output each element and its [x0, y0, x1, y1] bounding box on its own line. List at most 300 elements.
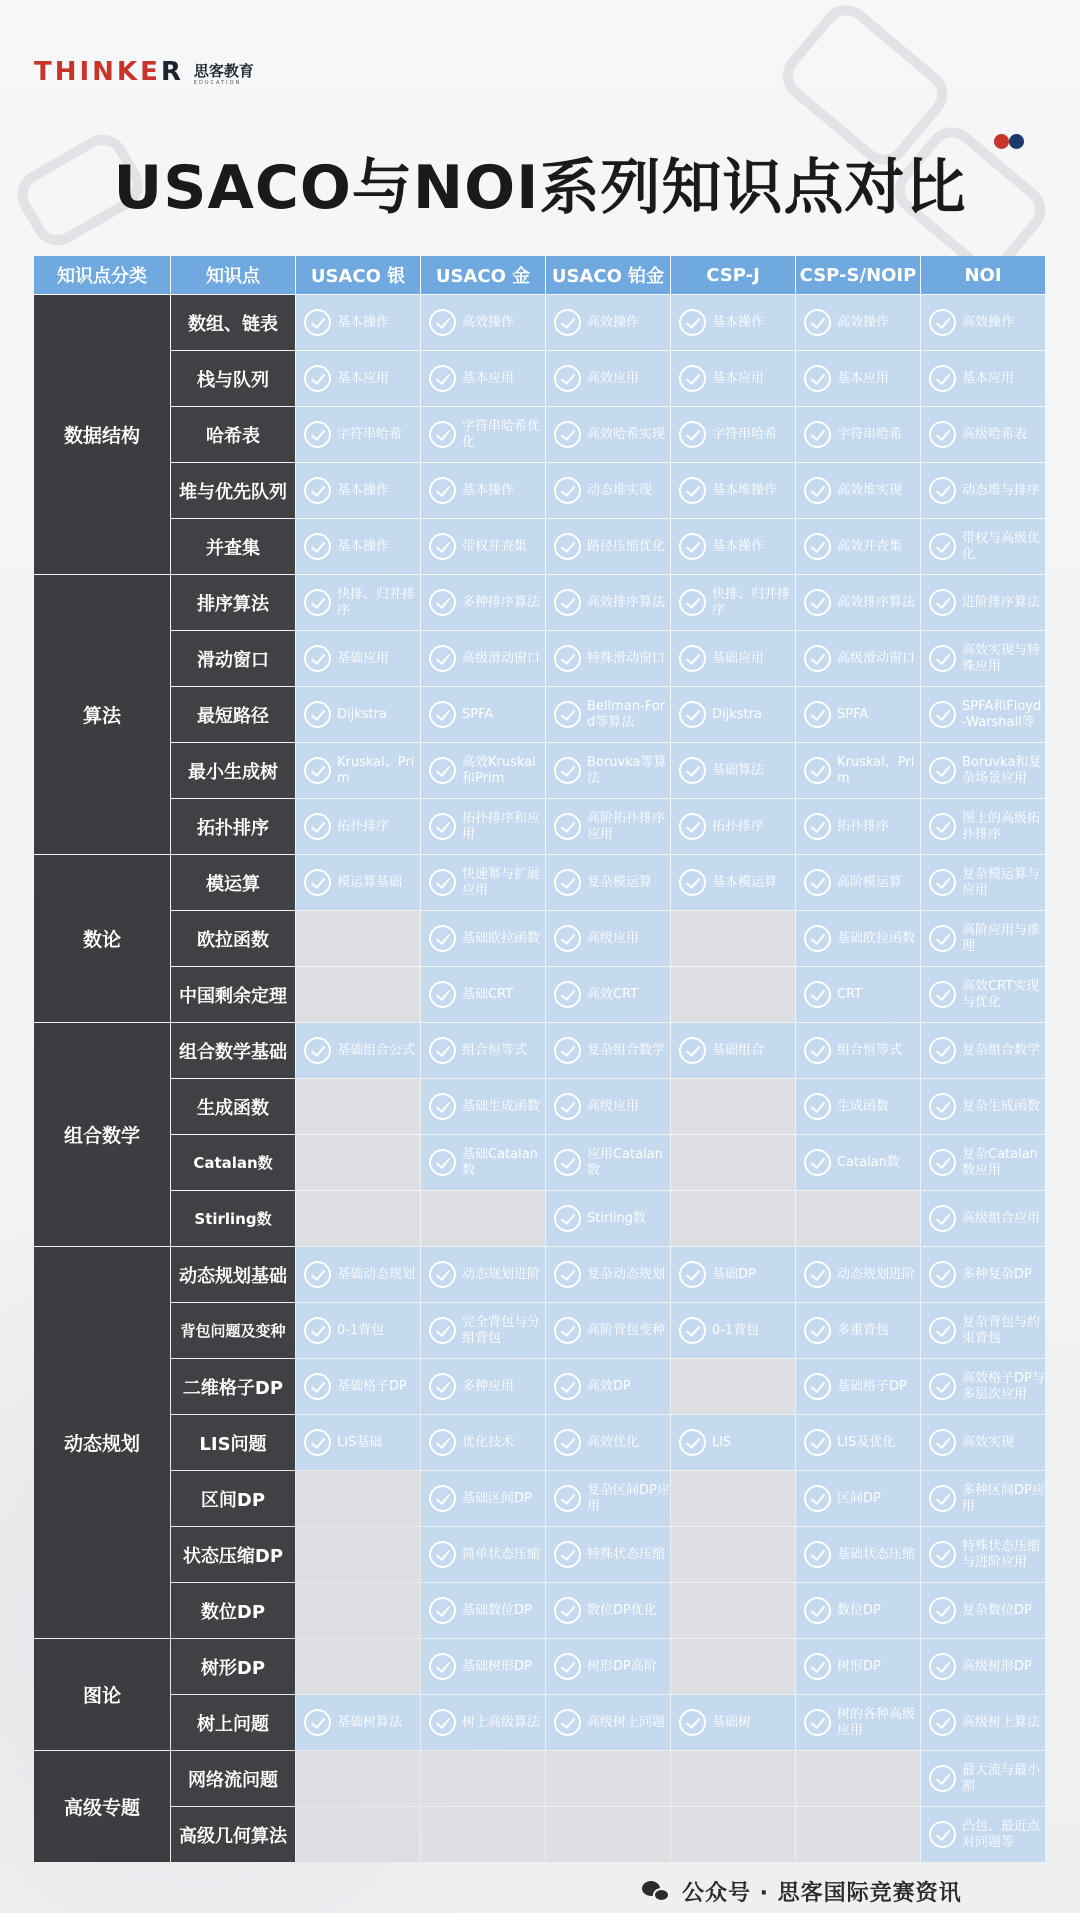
table-cell	[546, 1023, 670, 1078]
check-circle-icon	[554, 925, 581, 952]
empty-cell	[671, 1079, 795, 1134]
table-cell	[796, 1583, 920, 1638]
topic-cell: 中国剩余定理	[171, 967, 295, 1022]
cell-text: Stirling数	[587, 1210, 647, 1226]
topic-cell: 并查集	[171, 519, 295, 574]
table-cell	[921, 1695, 1045, 1750]
cell-text: 高阶拓扑排序应用	[587, 810, 666, 842]
check-circle-icon	[304, 1037, 331, 1064]
table-cell	[421, 463, 545, 518]
check-circle-icon	[929, 1037, 956, 1064]
cell-text: 组合恒等式	[837, 1042, 903, 1058]
check-circle-icon	[804, 309, 831, 336]
table-cell	[921, 463, 1045, 518]
cell-text: 树形DP	[837, 1658, 881, 1674]
topic-cell: 组合数学基础	[171, 1023, 295, 1078]
cell-text: 动态规划进阶	[462, 1266, 541, 1282]
check-circle-icon	[929, 1765, 956, 1792]
cell-text: 多种排序算法	[462, 594, 541, 610]
check-circle-icon	[429, 1317, 456, 1344]
check-circle-icon	[304, 365, 331, 392]
table-cell	[796, 407, 920, 462]
empty-cell	[796, 1191, 920, 1246]
check-circle-icon	[304, 1317, 331, 1344]
topic-cell: 堆与优先队列	[171, 463, 295, 518]
empty-cell	[671, 1191, 795, 1246]
cell-text: 高效操作	[837, 314, 890, 330]
check-circle-icon	[804, 1709, 831, 1736]
check-circle-icon	[929, 1205, 956, 1232]
table-cell	[796, 1079, 920, 1134]
check-circle-icon	[429, 1261, 456, 1288]
table-cell	[796, 1023, 920, 1078]
table-cell	[421, 575, 545, 630]
check-circle-icon	[554, 645, 581, 672]
empty-cell	[546, 1807, 670, 1862]
check-circle-icon	[679, 869, 706, 896]
table-cell	[796, 1359, 920, 1414]
check-circle-icon	[804, 1485, 831, 1512]
check-circle-icon	[304, 1429, 331, 1456]
cell-text: 0-1背包	[337, 1322, 385, 1338]
table-cell	[921, 1247, 1045, 1302]
check-circle-icon	[429, 925, 456, 952]
check-circle-icon	[304, 477, 331, 504]
table-header-cell: USACO 银	[296, 256, 420, 294]
table-cell	[921, 631, 1045, 686]
empty-cell	[296, 1639, 420, 1694]
table-cell	[421, 1247, 545, 1302]
topic-cell: 树形DP	[171, 1639, 295, 1694]
table-cell	[546, 575, 670, 630]
empty-cell	[671, 1751, 795, 1806]
table-cell	[546, 1639, 670, 1694]
table-cell	[796, 799, 920, 854]
empty-cell	[671, 1639, 795, 1694]
check-circle-icon	[804, 1429, 831, 1456]
check-circle-icon	[929, 1709, 956, 1736]
cell-text: 基础生成函数	[462, 1098, 541, 1114]
table-cell	[921, 967, 1045, 1022]
empty-cell	[296, 1191, 420, 1246]
cell-text: Kruskal、Prim	[337, 754, 415, 786]
check-circle-icon	[429, 701, 456, 728]
cell-text: 基础欧拉函数	[837, 930, 916, 946]
check-circle-icon	[554, 1429, 581, 1456]
cell-text: 高效CRT实现与优化	[962, 978, 1040, 1010]
check-circle-icon	[804, 981, 831, 1008]
footer	[642, 1876, 962, 1906]
check-circle-icon	[429, 533, 456, 560]
cell-text: 基本应用	[712, 370, 765, 386]
cell-text: 快排、归并排序	[337, 586, 416, 618]
table-cell	[296, 295, 420, 350]
cell-text: 基础状态压缩	[837, 1546, 916, 1562]
topic-cell: 排序算法	[171, 575, 295, 630]
cell-text: 高效实现与特殊应用	[962, 642, 1041, 674]
cell-text: 基本操作	[462, 482, 515, 498]
cell-text: 拓扑排序	[712, 818, 765, 834]
empty-cell	[296, 1135, 420, 1190]
check-circle-icon	[304, 309, 331, 336]
check-circle-icon	[929, 477, 956, 504]
check-circle-icon	[304, 589, 331, 616]
check-circle-icon	[429, 365, 456, 392]
table-cell	[671, 743, 795, 798]
cell-text: 复杂模运算与应用	[962, 866, 1041, 898]
cell-text: 高效格子DP与多层次应用	[962, 1370, 1045, 1402]
check-circle-icon	[804, 1541, 831, 1568]
cell-text: 高效排序算法	[837, 594, 916, 610]
table-cell	[796, 1639, 920, 1694]
table-cell	[796, 687, 920, 742]
table-cell	[921, 743, 1045, 798]
table-cell	[546, 743, 670, 798]
empty-cell	[671, 1583, 795, 1638]
check-circle-icon	[804, 1149, 831, 1176]
cell-text: 组合恒等式	[462, 1042, 528, 1058]
check-circle-icon	[304, 1709, 331, 1736]
table-cell	[671, 575, 795, 630]
check-circle-icon	[554, 365, 581, 392]
cell-text: 基本应用	[837, 370, 890, 386]
check-circle-icon	[804, 701, 831, 728]
table-cell	[921, 1807, 1045, 1862]
table-cell	[546, 1247, 670, 1302]
table-cell	[921, 295, 1045, 350]
table-cell	[421, 1079, 545, 1134]
cell-text: 基础Catalan数	[462, 1146, 538, 1178]
cell-text: 拓扑排序和应用	[462, 810, 541, 842]
cell-text: 多种区间DP应用	[962, 1482, 1045, 1514]
cell-text: 复杂动态规划	[587, 1266, 666, 1282]
check-circle-icon	[679, 589, 706, 616]
check-circle-icon	[804, 1037, 831, 1064]
check-circle-icon	[429, 1373, 456, 1400]
topic-cell: 模运算	[171, 855, 295, 910]
cell-text: 快排、归并排序	[712, 586, 791, 618]
check-circle-icon	[929, 925, 956, 952]
cell-text: 复杂组合数学	[962, 1042, 1041, 1058]
cell-text: 多种应用	[462, 1378, 515, 1394]
check-circle-icon	[929, 701, 956, 728]
check-circle-icon	[804, 1261, 831, 1288]
check-circle-icon	[429, 981, 456, 1008]
table-cell	[546, 911, 670, 966]
check-circle-icon	[929, 1429, 956, 1456]
cell-text: 基础数位DP	[462, 1602, 532, 1618]
check-circle-icon	[554, 589, 581, 616]
cell-text: 拓扑排序	[837, 818, 890, 834]
table-cell	[921, 351, 1045, 406]
table-cell	[421, 1303, 545, 1358]
cell-text: 拓扑排序	[337, 818, 390, 834]
category-cell: 算法	[34, 575, 170, 854]
cell-text: 基础应用	[712, 650, 765, 666]
check-circle-icon	[429, 477, 456, 504]
table-cell	[921, 1079, 1045, 1134]
check-circle-icon	[554, 869, 581, 896]
cell-text: 应用Catalan数	[587, 1146, 663, 1178]
table-cell	[546, 1695, 670, 1750]
cell-text: 带权并查集	[462, 538, 528, 554]
check-circle-icon	[929, 645, 956, 672]
cell-text: 基本应用	[962, 370, 1015, 386]
topic-cell: 状态压缩DP	[171, 1527, 295, 1582]
cell-text: CRT	[837, 986, 863, 1002]
logo-wordmark-part: R	[160, 57, 184, 87]
table-cell	[921, 855, 1045, 910]
table-cell	[671, 295, 795, 350]
cell-text: 高级树形DP	[962, 1658, 1032, 1674]
table-cell	[671, 1247, 795, 1302]
cell-text: 基础应用	[337, 650, 390, 666]
cell-text: 高效操作	[587, 314, 640, 330]
cell-text: 基本堆操作	[712, 482, 778, 498]
topic-cell: 背包问题及变种	[171, 1303, 295, 1358]
cell-text: 基础区间DP	[462, 1490, 532, 1506]
page-title: USACO与NOI系列知识点对比	[113, 153, 967, 223]
table-cell	[421, 631, 545, 686]
table-cell	[921, 911, 1045, 966]
check-circle-icon	[429, 645, 456, 672]
table-cell	[921, 687, 1045, 742]
cell-text: 树形DP高阶	[587, 1658, 657, 1674]
check-circle-icon	[429, 1485, 456, 1512]
logo-en-text: EDUCATION	[193, 80, 242, 86]
table-header-cell: USACO 金	[421, 256, 545, 294]
table-cell	[421, 351, 545, 406]
cell-text: 特殊状态压缩	[587, 1546, 666, 1562]
table-cell	[921, 1023, 1045, 1078]
cell-text: Dijkstra	[712, 706, 762, 722]
check-circle-icon	[804, 1597, 831, 1624]
table-cell	[796, 351, 920, 406]
table-header-cell: CSP-J	[671, 256, 795, 294]
cell-text: LIS及优化	[837, 1434, 896, 1450]
empty-cell	[671, 967, 795, 1022]
cell-text: 高级哈希表	[962, 426, 1028, 442]
cell-text: 高级应用	[587, 930, 640, 946]
cell-text: 复杂Catalan数应用	[962, 1146, 1038, 1178]
table-cell	[796, 1247, 920, 1302]
check-circle-icon	[679, 309, 706, 336]
table-cell	[546, 631, 670, 686]
table-cell	[421, 967, 545, 1022]
cell-text: 复杂模运算	[587, 874, 653, 890]
table-cell	[796, 1527, 920, 1582]
check-circle-icon	[929, 981, 956, 1008]
cell-text: 高级滑动窗口	[462, 650, 541, 666]
category-cell: 动态规划	[34, 1247, 170, 1638]
table-cell	[796, 1415, 920, 1470]
cell-text: 树上高级算法	[462, 1714, 541, 1730]
topic-cell: 生成函数	[171, 1079, 295, 1134]
check-circle-icon	[929, 1597, 956, 1624]
cell-text: 基础组合公式	[337, 1042, 416, 1058]
cell-text: 基础树算法	[337, 1714, 403, 1730]
table-header-cell: USACO 铂金	[546, 256, 670, 294]
check-circle-icon	[929, 589, 956, 616]
cell-text: 高阶背包变种	[587, 1322, 666, 1338]
cell-text: 生成函数	[837, 1098, 890, 1114]
table-cell	[296, 1247, 420, 1302]
cell-text: 高级组合应用	[962, 1210, 1041, 1226]
empty-cell	[671, 911, 795, 966]
brand-logo	[34, 56, 254, 86]
category-cell: 高级专题	[34, 1751, 170, 1862]
table-cell	[296, 687, 420, 742]
table-cell	[796, 855, 920, 910]
cell-text: 高效并查集	[837, 538, 903, 554]
table-cell	[921, 1751, 1045, 1806]
check-circle-icon	[554, 701, 581, 728]
table-cell	[421, 799, 545, 854]
check-circle-icon	[804, 421, 831, 448]
cell-text: 高效排序算法	[587, 594, 666, 610]
cell-text: 图上的高级拓扑排序	[962, 810, 1041, 842]
check-circle-icon	[304, 813, 331, 840]
table-cell	[421, 407, 545, 462]
topic-cell: 高级几何算法	[171, 1807, 295, 1862]
table-cell	[796, 519, 920, 574]
check-circle-icon	[554, 1149, 581, 1176]
table-cell	[921, 1527, 1045, 1582]
check-circle-icon	[929, 813, 956, 840]
table-cell	[421, 295, 545, 350]
cell-text: 高级树上问题	[587, 1714, 666, 1730]
table-cell	[421, 1639, 545, 1694]
table-cell	[296, 743, 420, 798]
topic-cell: Stirling数	[171, 1191, 295, 1246]
check-circle-icon	[429, 813, 456, 840]
wechat-icon	[642, 1879, 672, 1903]
check-circle-icon	[429, 1429, 456, 1456]
check-circle-icon	[679, 1037, 706, 1064]
empty-cell	[671, 1135, 795, 1190]
topic-cell: 最短路径	[171, 687, 295, 742]
empty-cell	[296, 1471, 420, 1526]
check-circle-icon	[929, 309, 956, 336]
table-cell	[921, 799, 1045, 854]
cell-text: 特殊状态压缩与进阶应用	[962, 1538, 1041, 1570]
empty-cell	[546, 1751, 670, 1806]
cell-text: 复杂生成函数	[962, 1098, 1041, 1114]
footer-text: 公众号 · 思客国际竞赛资讯	[682, 1880, 962, 1906]
check-circle-icon	[929, 1541, 956, 1568]
table-cell	[421, 743, 545, 798]
empty-cell	[671, 1807, 795, 1862]
cell-text: 进阶排序算法	[962, 594, 1041, 610]
table-cell	[796, 1303, 920, 1358]
check-circle-icon	[429, 869, 456, 896]
check-circle-icon	[929, 757, 956, 784]
topic-cell: 二维格子DP	[171, 1359, 295, 1414]
cell-text: 数位DP优化	[587, 1602, 657, 1618]
table-cell	[546, 967, 670, 1022]
cell-text: 基本操作	[712, 538, 765, 554]
check-circle-icon	[554, 1709, 581, 1736]
cell-text: 字符串哈希	[337, 426, 403, 442]
cell-text: 动态堆与排序	[962, 482, 1041, 498]
check-circle-icon	[429, 757, 456, 784]
check-circle-icon	[679, 701, 706, 728]
cell-text: 高阶应用与推理	[962, 922, 1041, 954]
table-cell	[921, 1471, 1045, 1526]
check-circle-icon	[554, 1205, 581, 1232]
cell-text: 复杂数位DP	[962, 1602, 1032, 1618]
empty-cell	[296, 1807, 420, 1862]
table-cell	[921, 1191, 1045, 1246]
cell-text: 0-1背包	[712, 1322, 760, 1338]
cell-text: 高级树上算法	[962, 1714, 1041, 1730]
empty-cell	[296, 1527, 420, 1582]
cell-text: 复杂区间DP应用	[587, 1482, 670, 1514]
check-circle-icon	[304, 869, 331, 896]
cell-text: 字符串哈希	[712, 426, 778, 442]
cell-text: 高效操作	[962, 314, 1015, 330]
table-cell	[421, 1415, 545, 1470]
check-circle-icon	[304, 757, 331, 784]
topic-cell: 哈希表	[171, 407, 295, 462]
check-circle-icon	[554, 1261, 581, 1288]
table-cell	[296, 407, 420, 462]
check-circle-icon	[804, 869, 831, 896]
cell-text: 多种复杂DP	[962, 1266, 1032, 1282]
table-cell	[671, 1303, 795, 1358]
topic-cell: 栈与队列	[171, 351, 295, 406]
check-circle-icon	[554, 813, 581, 840]
check-circle-icon	[804, 533, 831, 560]
table-cell	[296, 1695, 420, 1750]
table-cell	[921, 1135, 1045, 1190]
cell-text: 带权与高级优化	[962, 530, 1041, 562]
check-circle-icon	[929, 1149, 956, 1176]
check-circle-icon	[679, 645, 706, 672]
topic-cell: 滑动窗口	[171, 631, 295, 686]
table-cell	[546, 1415, 670, 1470]
cell-text: 高级应用	[587, 1098, 640, 1114]
cell-text: 高效哈希实现	[587, 426, 666, 442]
cell-text: 高阶模运算	[837, 874, 903, 890]
cell-text: 数位DP	[837, 1602, 881, 1618]
cell-text: 高效Kruskal和Prim	[462, 754, 536, 786]
check-circle-icon	[929, 421, 956, 448]
category-cell: 数论	[34, 855, 170, 1022]
topic-cell: 拓扑排序	[171, 799, 295, 854]
check-circle-icon	[429, 1541, 456, 1568]
check-circle-icon	[804, 925, 831, 952]
check-circle-icon	[554, 1317, 581, 1344]
check-circle-icon	[804, 365, 831, 392]
cell-text: Boruvka等算法	[587, 754, 667, 786]
cell-text: 简单状态压缩	[462, 1546, 541, 1562]
cell-text: 动态规划进阶	[837, 1266, 916, 1282]
empty-cell	[296, 1079, 420, 1134]
table-cell	[421, 1359, 545, 1414]
empty-cell	[671, 1359, 795, 1414]
cell-text: 快速幂与扩展应用	[462, 866, 541, 898]
check-circle-icon	[554, 1597, 581, 1624]
cell-text: 高效CRT	[587, 986, 639, 1002]
table-cell	[546, 1359, 670, 1414]
cell-text: 基本操作	[337, 314, 390, 330]
table-cell	[921, 1359, 1045, 1414]
check-circle-icon	[929, 1317, 956, 1344]
empty-cell	[796, 1807, 920, 1862]
table-header-cell: 知识点	[171, 256, 295, 294]
cell-text: 高效实现	[962, 1434, 1015, 1450]
